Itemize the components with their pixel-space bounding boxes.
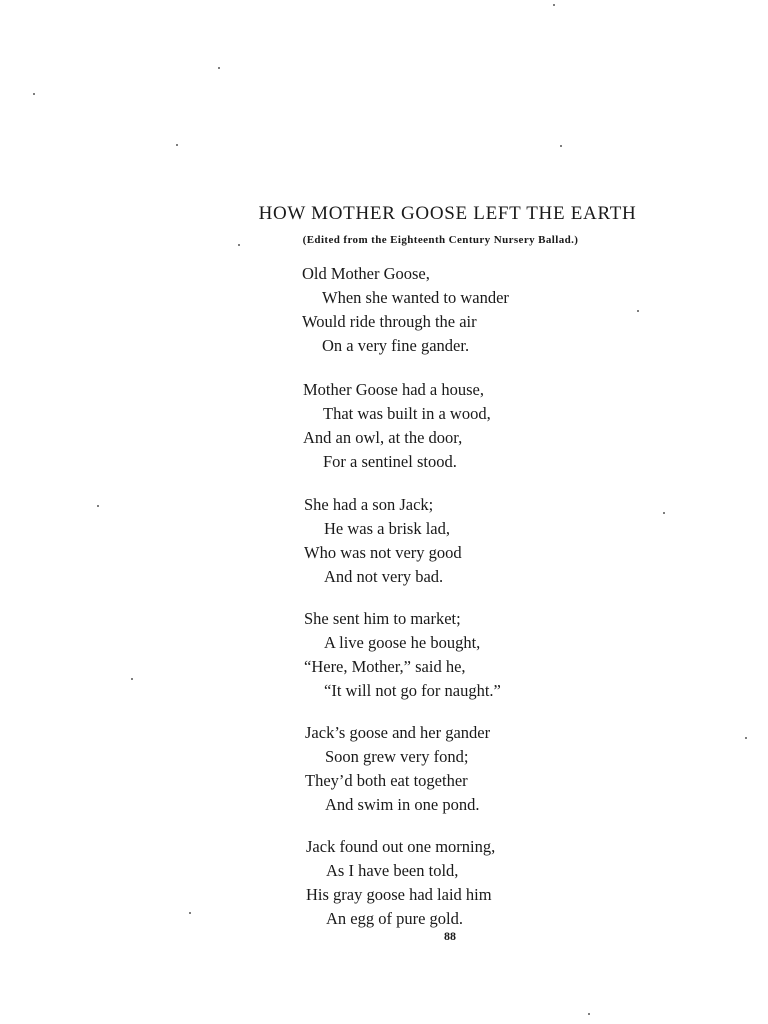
poem-line: Jack found out one morning,	[306, 837, 496, 856]
poem-line: His gray goose had laid him	[306, 885, 492, 904]
poem-line: “It will not go for naught.”	[324, 681, 501, 700]
stanza-1	[302, 262, 702, 358]
poem-line: “Here, Mother,” said he,	[304, 657, 466, 676]
scan-speck	[637, 310, 639, 312]
poem-title: HOW MOTHER GOOSE LEFT THE EARTH	[258, 203, 637, 224]
scan-speck	[588, 1013, 590, 1015]
stanza-4	[304, 607, 704, 703]
poem-line: She had a son Jack;	[304, 495, 434, 514]
scan-speck	[663, 512, 665, 514]
poem-line: She sent him to market;	[304, 609, 461, 628]
stanza-2	[303, 378, 703, 474]
poem-line: Would ride through the air	[302, 312, 477, 331]
poem-line: Old Mother Goose,	[302, 264, 430, 283]
poem-line: And not very bad.	[324, 567, 444, 586]
poem-line: He was a brisk lad,	[324, 519, 451, 538]
scan-speck	[745, 737, 747, 739]
poem-line: For a sentinel stood.	[323, 452, 457, 471]
poem-line: When she wanted to wander	[322, 288, 509, 307]
poem-line: Mother Goose had a house,	[303, 380, 485, 399]
scan-speck	[97, 505, 99, 507]
poem-line: An egg of pure gold.	[326, 909, 464, 928]
page-number: 88	[444, 929, 456, 943]
poem-line: On a very fine gander.	[322, 336, 470, 355]
stanza-6	[306, 835, 706, 931]
stanza-3	[304, 493, 704, 589]
poem-line: A live goose he bought,	[324, 633, 481, 652]
poem-line: And swim in one pond.	[325, 795, 480, 814]
scan-speck	[189, 912, 191, 914]
scan-speck	[560, 145, 562, 147]
scan-speck	[33, 93, 35, 95]
poem-line: Soon grew very fond;	[325, 747, 469, 766]
poem-subtitle: (Edited from the Eighteenth Century Nursery Ballad.)	[302, 234, 579, 246]
poem-line: That was built in a wood,	[323, 404, 491, 423]
stanza-5	[305, 721, 705, 817]
poem-line: Who was not very good	[304, 543, 462, 562]
poem-line: As I have been told,	[326, 861, 459, 880]
poem-line: And an owl, at the door,	[303, 428, 463, 447]
scan-speck	[218, 67, 220, 69]
scan-speck	[176, 144, 178, 146]
scan-speck	[131, 678, 133, 680]
poem-line: They’d both eat together	[305, 771, 468, 790]
scan-speck	[238, 244, 240, 246]
scan-speck	[553, 4, 555, 6]
poem-line: Jack’s goose and her gander	[305, 723, 491, 742]
